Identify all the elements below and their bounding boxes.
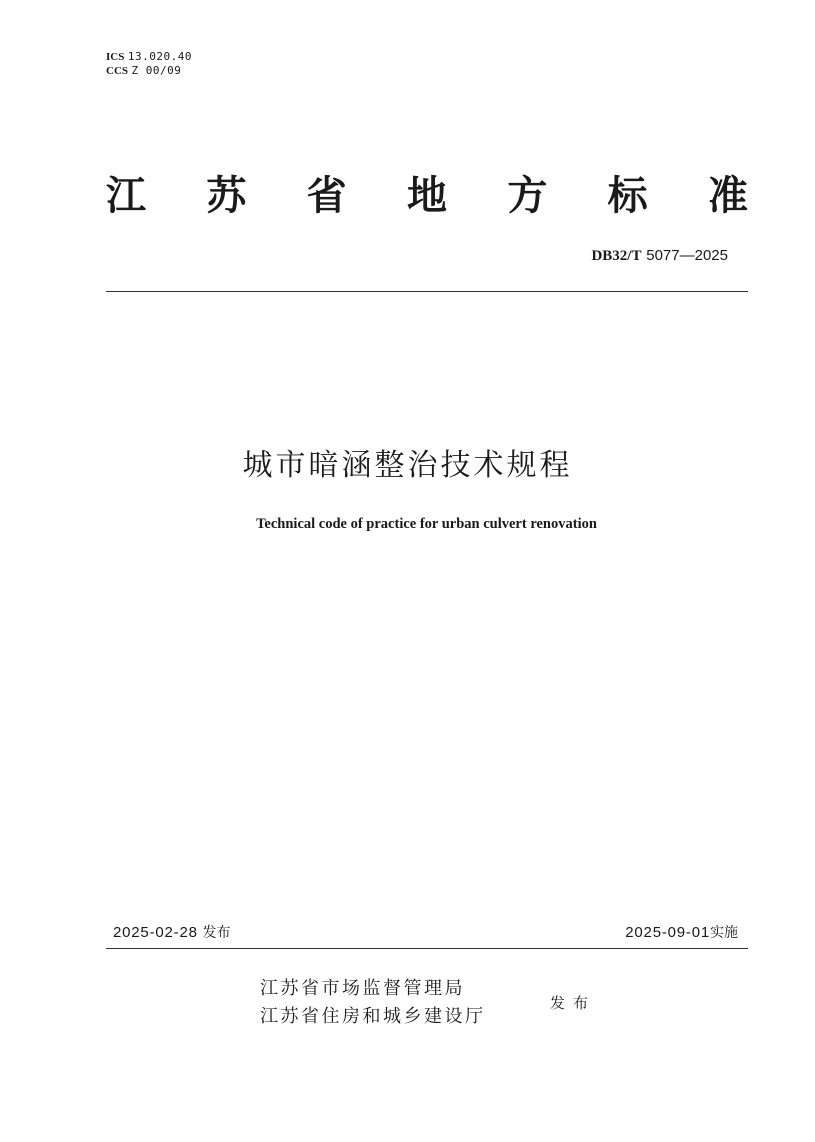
classification-codes xyxy=(106,50,192,78)
standard-number xyxy=(591,245,728,266)
heading-char: 苏 xyxy=(206,173,247,219)
bottom-divider xyxy=(106,948,748,949)
top-divider xyxy=(106,291,748,292)
heading-char: 标 xyxy=(607,173,648,219)
ccs-label: CCS xyxy=(106,65,129,77)
standard-number-prefix: DB32/T xyxy=(591,248,642,264)
heading-char: 方 xyxy=(507,173,548,219)
implement-date: 2025-09-01 xyxy=(625,924,710,941)
heading-char: 地 xyxy=(406,173,447,219)
document-title-en: Technical code of practice for urban culvert renovation xyxy=(256,516,597,532)
standard-number-value: 5077—2025 xyxy=(646,247,728,264)
heading-char: 准 xyxy=(707,173,748,219)
publish-label: 发布 xyxy=(550,994,597,1012)
standard-type-heading xyxy=(106,170,748,222)
implement-label: 实施 xyxy=(710,925,738,941)
issuer-name: 江苏省住房和城乡建设厅 xyxy=(260,1006,486,1027)
issue-label: 发布 xyxy=(202,925,231,941)
issue-date: 2025-02-28 xyxy=(113,924,198,941)
ics-label: ICS xyxy=(106,51,125,63)
issue-date-line xyxy=(113,922,231,943)
ccs-value: Z 00/09 xyxy=(131,64,182,77)
document-title-zh: 城市暗涵整治技术规程 xyxy=(242,448,573,483)
issuer-name: 江苏省市场监督管理局 xyxy=(260,978,465,999)
ics-value: 13.020.40 xyxy=(127,50,192,63)
ics-code xyxy=(106,50,192,64)
issuing-authorities xyxy=(260,975,486,1031)
implement-date-line xyxy=(625,922,738,943)
heading-char: 省 xyxy=(306,173,347,219)
ccs-code xyxy=(106,64,192,78)
heading-char: 江 xyxy=(106,173,146,219)
